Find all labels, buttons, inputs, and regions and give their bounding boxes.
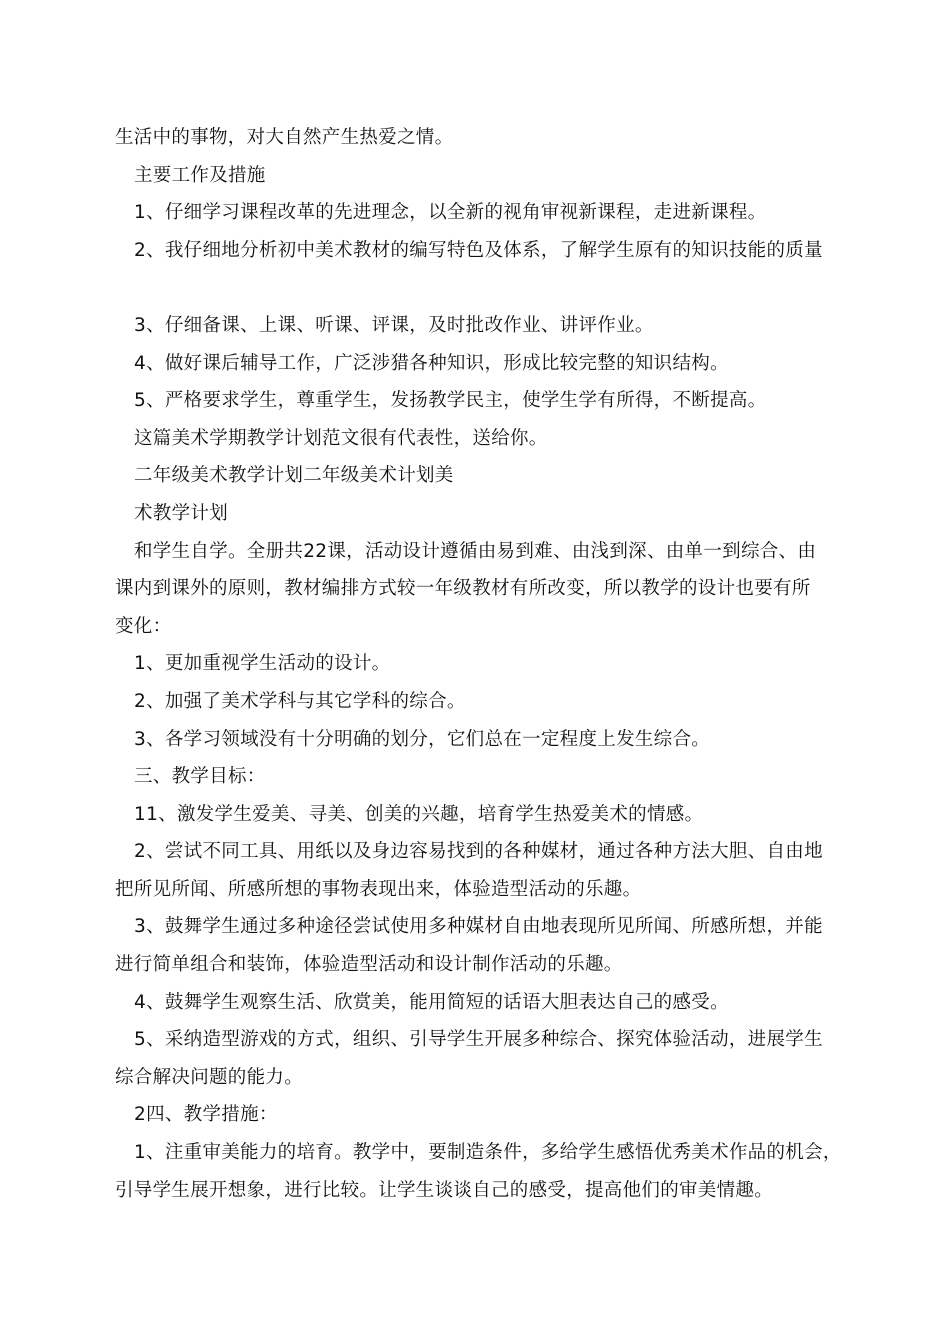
- text-line: 二年级美术教学计划二年级美术计划美: [134, 465, 454, 487]
- text-line: 术教学计划: [134, 502, 229, 524]
- list-item: 4、做好课后辅导工作，广泛涉猎各种知识，形成比较完整的知识结构。: [134, 352, 729, 374]
- paragraph-line: 课内到课外的原则，教材编排方式较一年级教材有所改变，所以教学的设计也要有所: [115, 578, 811, 600]
- list-item: 2、我仔细地分析初中美术教材的编写特色及体系，了解学生原有的知识技能的质量: [134, 239, 823, 261]
- paragraph-line: 和学生自学。全册共22课，活动设计遵循由易到难、由浅到深、由单一到综合、由: [134, 540, 817, 562]
- text-line: 生活中的事物，对大自然产生热爱之情。: [115, 127, 454, 148]
- section-heading: 主要工作及措施: [134, 164, 266, 186]
- list-item: 4、鼓舞学生观察生活、欣赏美，能用简短的话语大胆表达自己的感受。: [134, 991, 729, 1013]
- list-item: 2、尝试不同工具、用纸以及身边容易找到的各种媒材，通过各种方法大胆、自由地: [134, 841, 823, 863]
- list-item: 1、注重审美能力的培育。教学中，要制造条件，多给学生感悟优秀美术作品的机会，: [134, 1142, 842, 1164]
- list-item: 1、更加重视学生活动的设计。: [134, 653, 391, 675]
- list-item: 3、鼓舞学生通过多种途径尝试使用多种媒材自由地表现所见所闻、所感所想，并能: [134, 916, 823, 938]
- paragraph-line: 变化：: [115, 615, 172, 637]
- section-heading: 三、教学目标：: [134, 766, 266, 788]
- list-item: 5、严格要求学生，尊重学生，发扬教学民主，使学生学有所得，不断提高。: [134, 390, 767, 412]
- paragraph-line: 把所见所闻、所感所想的事物表现出来，体验造型活动的乐趣。: [115, 878, 642, 900]
- section-heading: 2四、教学措施：: [134, 1104, 278, 1126]
- list-item: 3、仔细备课、上课、听课、评课，及时批改作业、讲评作业。: [134, 314, 654, 336]
- blank-line: [115, 269, 845, 307]
- list-item: 1、仔细学习课程改革的先进理念，以全新的视角审视新课程，走进新课程。: [134, 202, 767, 224]
- text-line: 这篇美术学期教学计划范文很有代表性，送给你。: [134, 427, 548, 449]
- paragraph-line: 综合解决问题的能力。: [115, 1066, 304, 1088]
- list-item: 3、各学习领域没有十分明确的划分，它们总在一定程度上发生综合。: [134, 728, 711, 750]
- paragraph-line: 进行简单组合和装饰，体验造型活动和设计制作活动的乐趣。: [115, 954, 623, 976]
- list-item: 5、采纳造型游戏的方式，组织、引导学生开展多种综合、探究体验活动，进展学生: [134, 1029, 823, 1051]
- list-item: 2、加强了美术学科与其它学科的综合。: [134, 690, 466, 712]
- document-body: [115, 119, 845, 1209]
- paragraph-line: 引导学生展开想象，进行比较。让学生谈谈自己的感受，提高他们的审美情趣。: [115, 1179, 774, 1201]
- list-item: 11、激发学生爱美、寻美、创美的兴趣，培育学生热爱美术的情感。: [134, 803, 704, 825]
